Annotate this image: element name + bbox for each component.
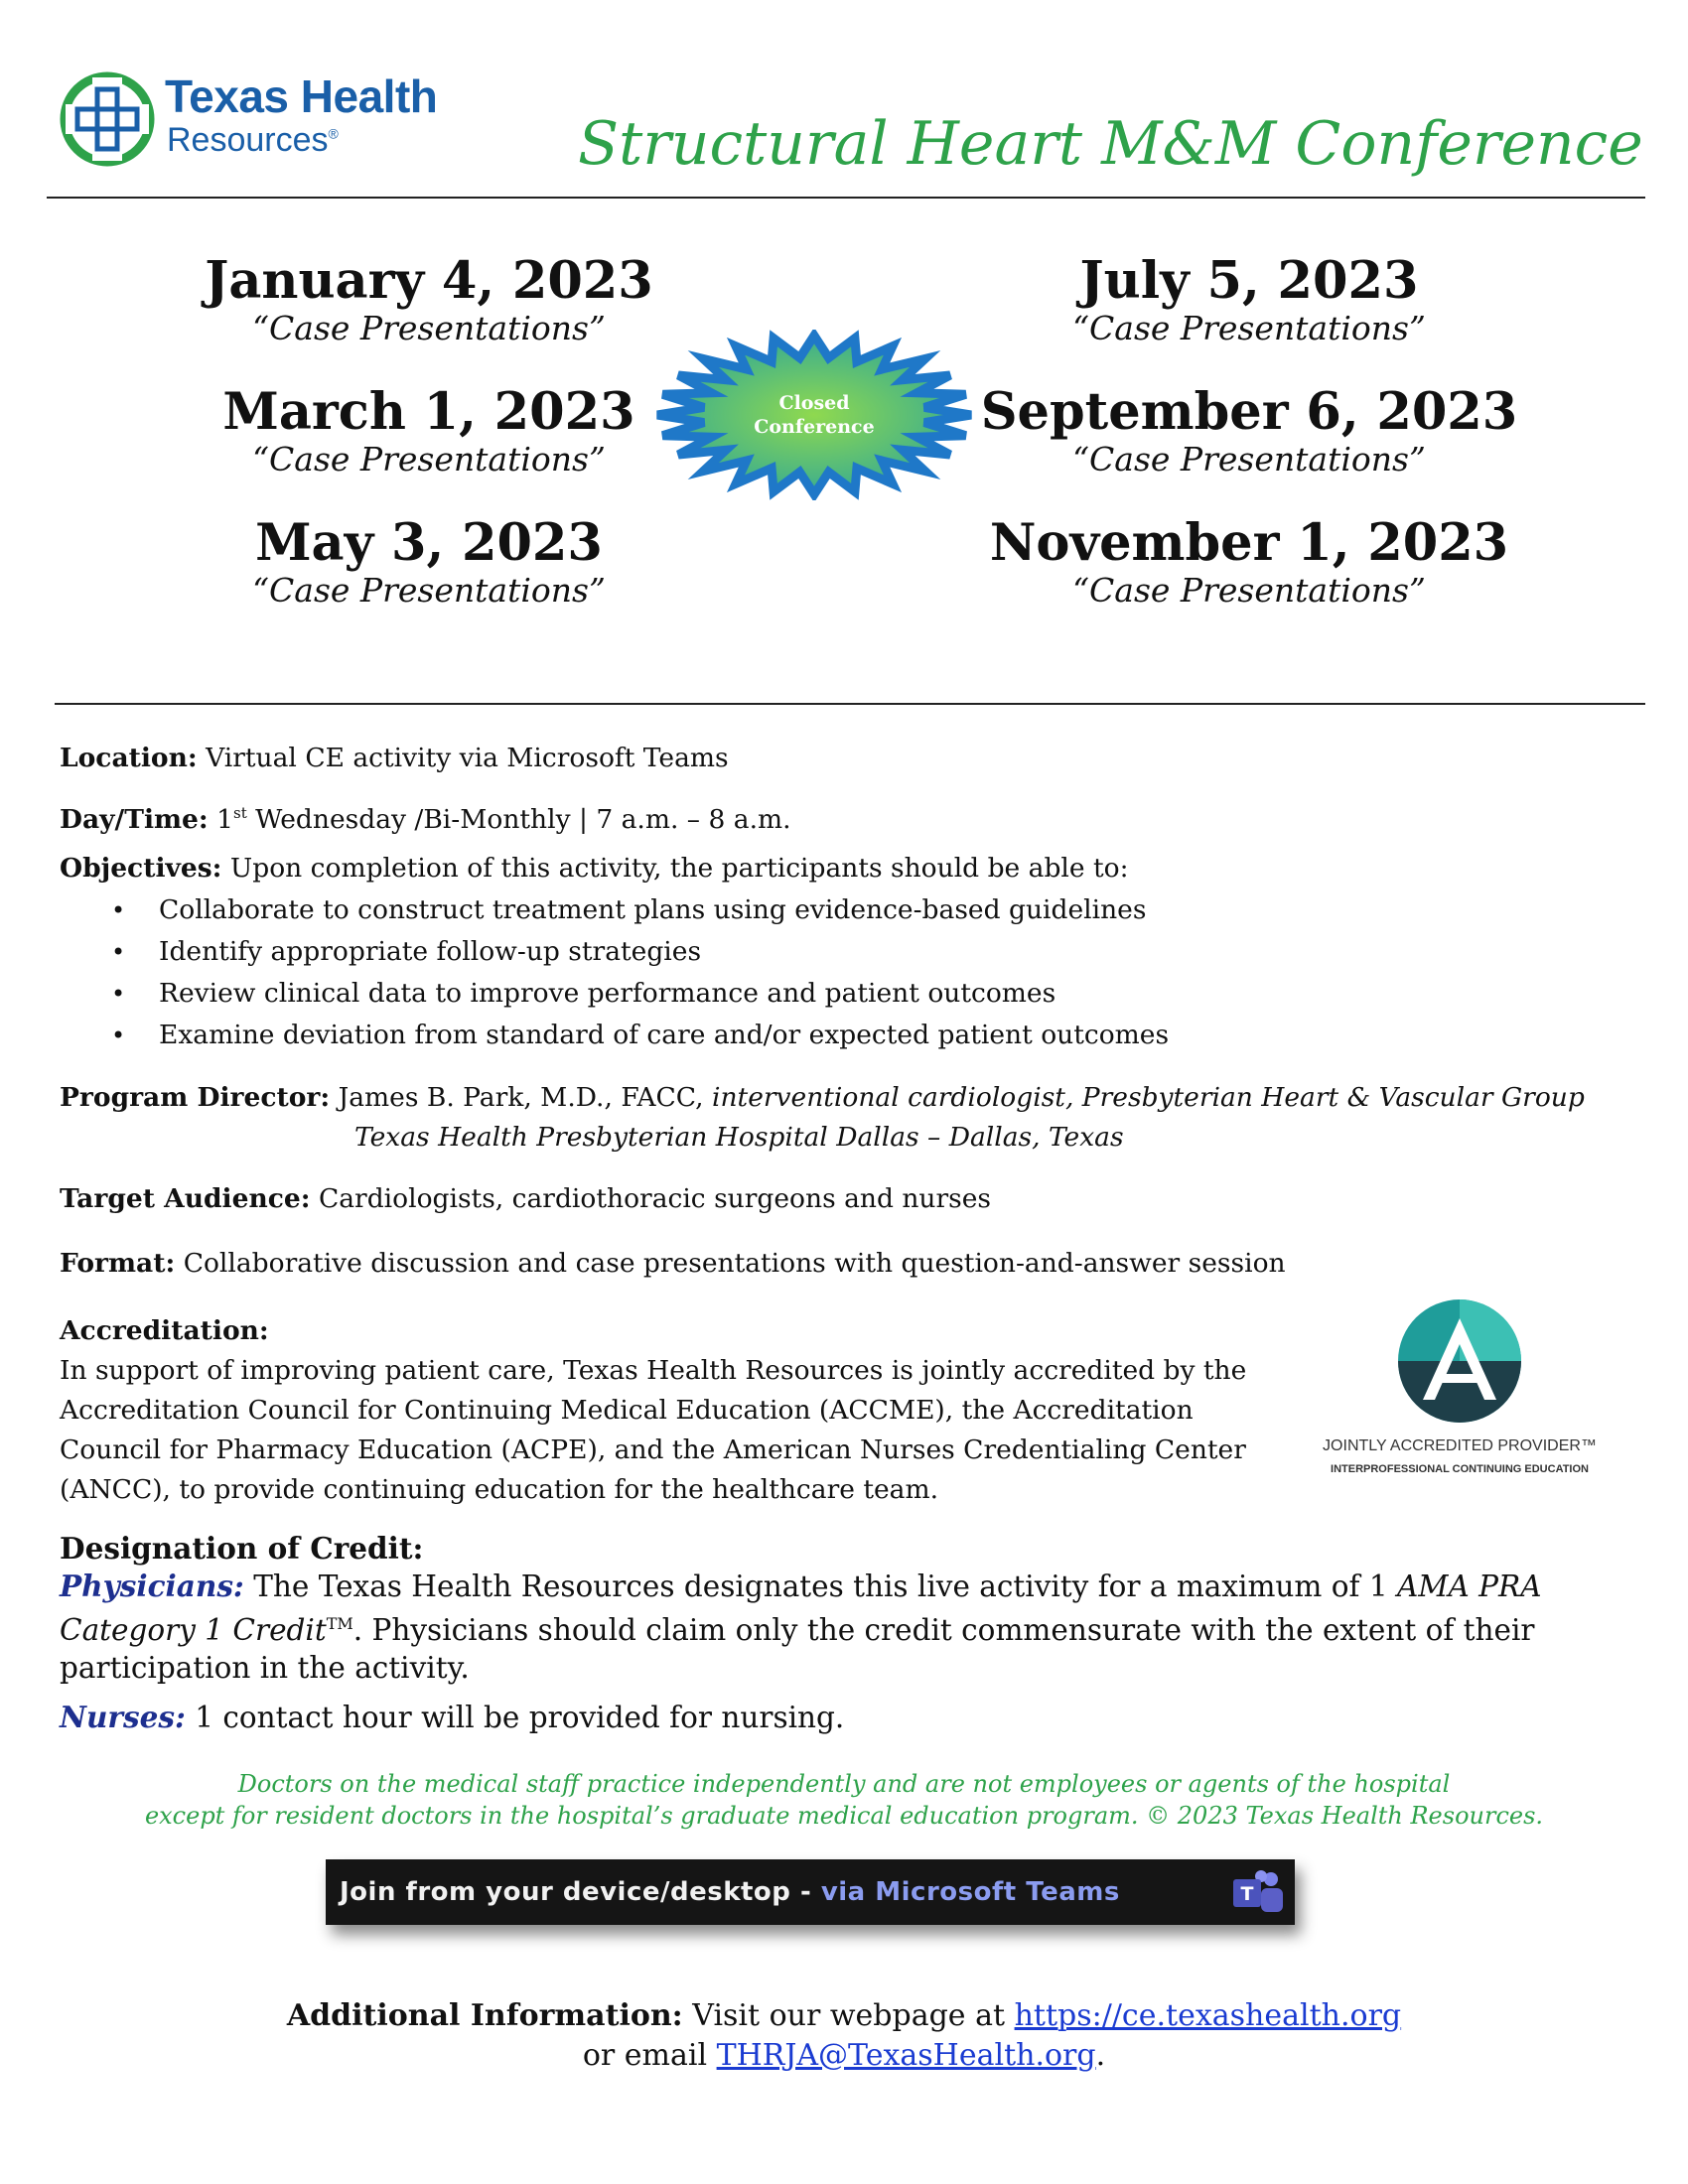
director-label: Program Director: xyxy=(60,1082,331,1113)
date-title: January 4, 2023 xyxy=(205,251,653,311)
accreditation-text-line: In support of improving patient care, Texas Health Resources is jointly accredited by the xyxy=(60,1355,1247,1386)
director-affiliation: Texas Health Presbyterian Hospital Dallas – Dallas, Texas xyxy=(354,1122,1124,1153)
audience-value: Cardiologists, cardiothoracic surgeons and nurses xyxy=(318,1183,992,1214)
logo-text-line2: Resources® xyxy=(167,121,339,159)
email-link[interactable]: THRJA@TexasHealth.org xyxy=(716,2038,1096,2073)
date-entry xyxy=(151,383,707,478)
conference-title: Structural Heart M&M Conference xyxy=(578,109,1643,179)
accreditation-text-line: Accreditation Council for Continuing Medical Education (ACCME), the Accreditation xyxy=(60,1395,1194,1426)
starburst-line1: Closed xyxy=(778,392,850,414)
director-role: interventional cardiologist, Presbyterian Heart & Vascular Group xyxy=(712,1082,1585,1113)
date-subtitle: “Case Presentations” xyxy=(1072,309,1426,347)
accreditation-text-line: Council for Pharmacy Education (ACPE), and the American Nurses Credentialing Center xyxy=(60,1434,1246,1465)
additional-info-label: Additional Information: xyxy=(286,1998,683,2033)
date-subtitle: “Case Presentations” xyxy=(252,309,606,347)
nurses-label: Nurses: xyxy=(60,1700,186,1734)
additional-info-line2: or email THRJA@TexasHealth.org. xyxy=(582,2038,1106,2073)
header-divider xyxy=(47,197,1645,199)
disclaimer xyxy=(0,1768,1688,1832)
disclaimer-line: Doctors on the medical staff practice independently and are not employees or agents of the hospital xyxy=(237,1770,1451,1798)
date-entry xyxy=(971,514,1527,610)
dates-divider xyxy=(55,703,1645,705)
format-line xyxy=(60,1244,1286,1284)
physicians-label: Physicians: xyxy=(60,1569,244,1603)
date-entry xyxy=(971,383,1527,478)
date-subtitle: “Case Presentations” xyxy=(252,571,606,610)
credit-heading: Designation of Credit: xyxy=(60,1531,424,1566)
texas-health-logo xyxy=(60,69,496,169)
additional-info-line1: Additional Information: Visit our webpage at https://ce.texashealth.org xyxy=(286,1998,1402,2033)
location-value: Virtual CE activity via Microsoft Teams xyxy=(206,743,729,773)
location-label: Location: xyxy=(60,743,198,773)
list-item: • Collaborate to construct treatment plans using evidence-based guidelines xyxy=(60,889,1169,931)
logo-text-line1: Texas Health xyxy=(165,70,438,122)
objectives-label: Objectives: xyxy=(60,853,222,884)
accreditation-text xyxy=(60,1351,1251,1510)
starburst-line2: Conference xyxy=(754,416,875,438)
microsoft-teams-icon xyxy=(1231,1867,1287,1917)
director-name: James B. Park, M.D., FACC, xyxy=(338,1082,704,1113)
daytime-line xyxy=(60,793,791,840)
webpage-link[interactable]: https://ce.texashealth.org xyxy=(1014,1998,1402,2033)
join-teams-button[interactable] xyxy=(326,1859,1295,1925)
director-line xyxy=(60,1078,1585,1118)
daytime-value: 1st Wednesday /Bi-Monthly | 7 a.m. – 8 a.m. xyxy=(216,803,791,835)
nurses-credit: Nurses: 1 contact hour will be provided for nursing. xyxy=(60,1700,845,1734)
objectives-line xyxy=(60,849,1129,888)
date-subtitle: “Case Presentations” xyxy=(1072,571,1426,610)
date-entry xyxy=(971,252,1527,347)
list-item: • Identify appropriate follow-up strategies xyxy=(60,931,1169,973)
accreditation-logo-icon xyxy=(1395,1297,1524,1426)
format-value: Collaborative discussion and case presentations with question-and-answer session xyxy=(183,1248,1286,1279)
list-item: • Examine deviation from standard of care and/or expected patient outcomes xyxy=(60,1015,1169,1056)
physicians-credit: Physicians: The Texas Health Resources designates this live activity for a maximum of 1 AMA PRA Category 1 Credit™. Physicians should claim only the credit commensurate with the extent of their participation in the activity. xyxy=(60,1569,1542,1685)
badge-line1: JOINTLY ACCREDITED PROVIDER™ xyxy=(1323,1437,1597,1454)
audience-label: Target Audience: xyxy=(60,1183,311,1214)
location-line xyxy=(60,739,729,778)
date-title: July 5, 2023 xyxy=(1079,251,1419,311)
objectives-intro: Upon completion of this activity, the participants should be able to: xyxy=(229,853,1129,884)
logo-cross-icon xyxy=(60,71,155,167)
closed-conference-starburst xyxy=(645,330,983,500)
audience-line xyxy=(60,1179,991,1219)
format-label: Format: xyxy=(60,1248,176,1279)
date-entry xyxy=(151,514,707,610)
date-title: May 3, 2023 xyxy=(255,513,603,573)
list-item: • Review clinical data to improve performance and patient outcomes xyxy=(60,973,1169,1015)
date-entry xyxy=(151,252,707,347)
disclaimer-line: except for resident doctors in the hospital’s graduate medical education program. © 2023 Texas Health Resources. xyxy=(144,1802,1544,1830)
jointly-accredited-badge xyxy=(1311,1297,1609,1481)
accreditation-text-line: (ANCC), to provide continuing education for the healthcare team. xyxy=(60,1474,939,1505)
badge-line2: INTERPROFESSIONAL CONTINUING EDUCATION xyxy=(1331,1463,1589,1475)
date-title: November 1, 2023 xyxy=(989,513,1509,573)
date-subtitle: “Case Presentations” xyxy=(1072,440,1426,478)
date-title: March 1, 2023 xyxy=(222,382,635,442)
objectives-list xyxy=(60,889,1169,1056)
teams-icon-letter: T xyxy=(1240,1883,1254,1905)
accreditation-heading: Accreditation: xyxy=(60,1315,269,1346)
date-title: September 6, 2023 xyxy=(980,382,1518,442)
join-teams-label: Join from your device/desktop - via Microsoft Teams xyxy=(340,1877,1120,1907)
daytime-label: Day/Time: xyxy=(60,803,209,835)
date-subtitle: “Case Presentations” xyxy=(252,440,606,478)
